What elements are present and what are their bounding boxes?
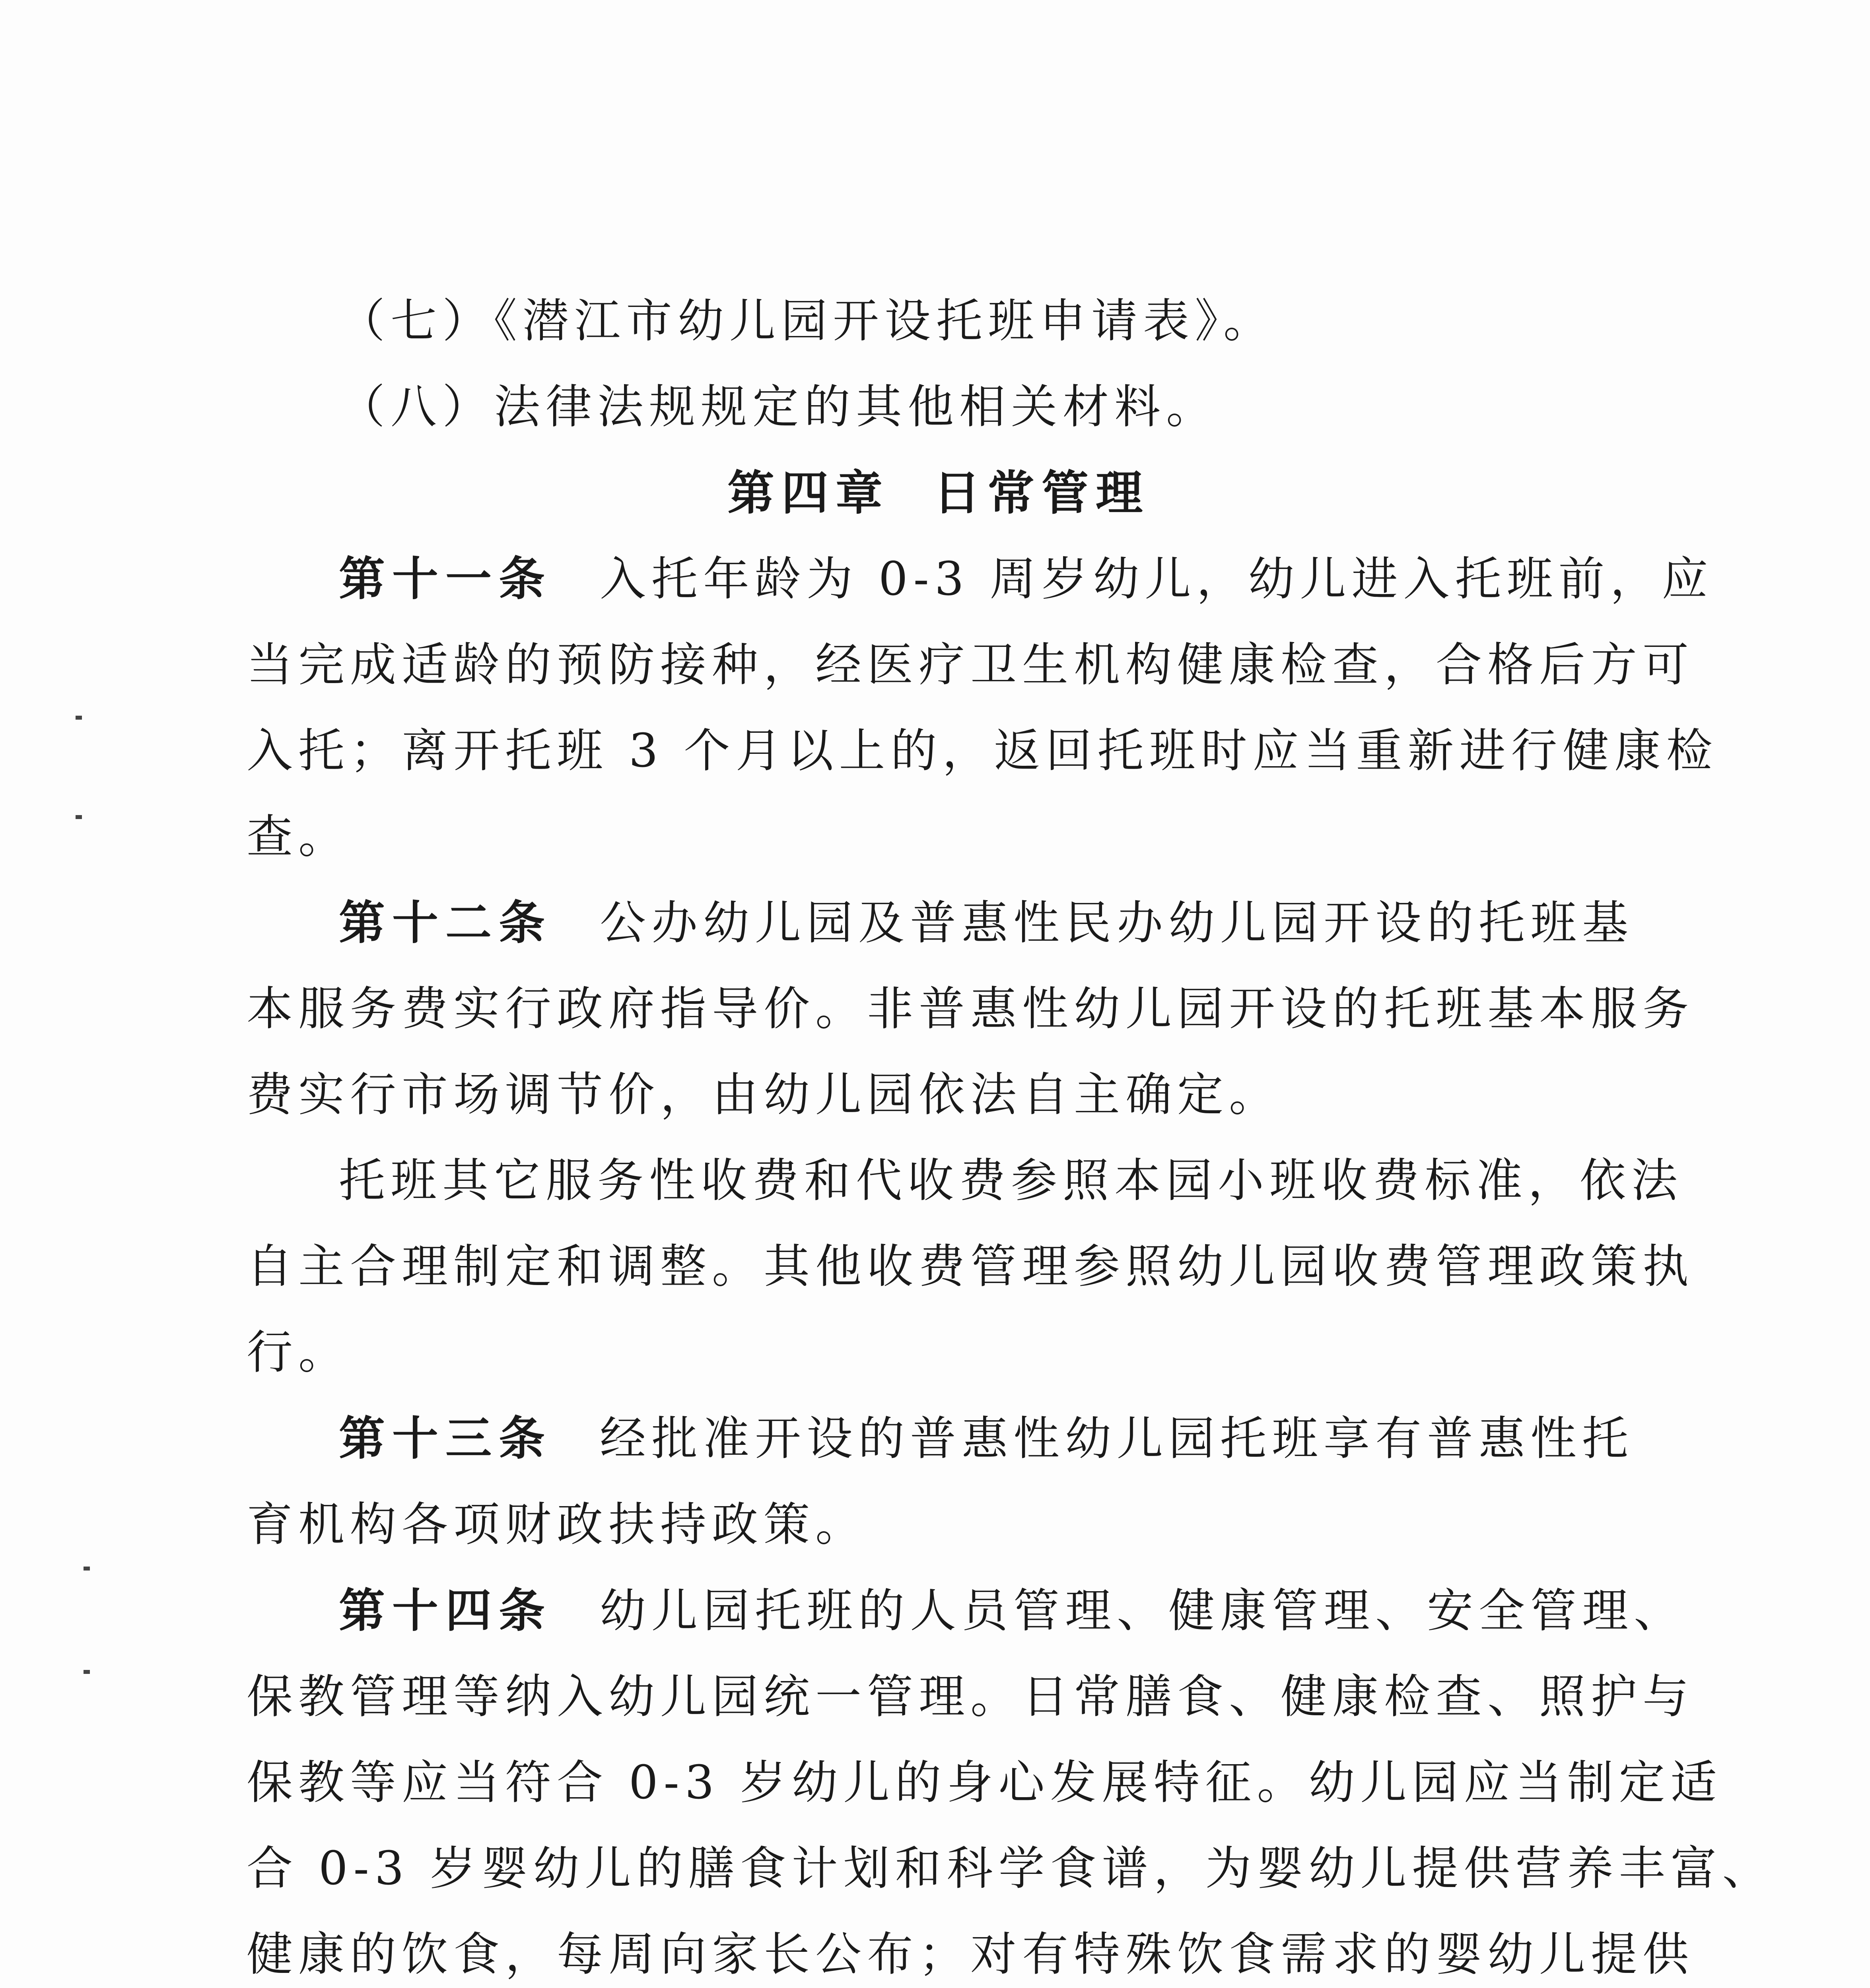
article-text-line: 健康的饮食，每周向家长公布；对有特殊饮食需求的婴幼儿提供	[247, 1928, 1694, 1981]
article-text-line: 合 0-3 岁婴幼儿的膳食计划和科学食谱，为婴幼儿提供营养丰富、	[247, 1842, 1774, 1895]
article-text: 公办幼儿园及普惠性民办幼儿园开设的托班基	[600, 896, 1634, 950]
article-12	[247, 880, 1634, 966]
article-text-line: 查。	[247, 810, 350, 864]
article-text-line: 保教等应当符合 0-3 岁幼儿的身心发展特征。幼儿园应当制定适	[247, 1756, 1722, 1809]
article-text-line: 行。	[247, 1326, 350, 1379]
binding-mark	[84, 1670, 90, 1674]
chapter-title: 日常管理	[933, 465, 1150, 520]
article-text-line: 费实行市场调节价，由幼儿园依法自主确定。	[247, 1068, 1281, 1122]
document-body	[247, 278, 1774, 1988]
article-text: 经批准开设的普惠性幼儿园托班享有普惠性托	[600, 1412, 1634, 1466]
binding-mark	[76, 716, 82, 720]
article-label: 第十一条	[339, 552, 552, 606]
article-11	[247, 536, 1714, 622]
article-14	[247, 1568, 1685, 1654]
article-text-line: 保教管理等纳入幼儿园统一管理。日常膳食、健康检查、照护与	[247, 1670, 1694, 1724]
article-text: 入托年龄为 0-3 周岁幼儿，幼儿进入托班前，应	[600, 552, 1714, 606]
chapter-number: 第四章	[727, 465, 890, 520]
article-13	[247, 1396, 1634, 1482]
article-label: 第十四条	[339, 1584, 552, 1638]
article-text: 幼儿园托班的人员管理、健康管理、安全管理、	[600, 1584, 1685, 1638]
list-item: （七）《潜江市幼儿园开设托班申请表》。	[339, 294, 1275, 348]
article-label: 第十三条	[339, 1411, 552, 1466]
article-text-line: 本服务费实行政府指导价。非普惠性幼儿园开设的托班基本服务	[247, 982, 1694, 1036]
article-text-line: 自主合理制定和调整。其他收费管理参照幼儿园收费管理政策执	[247, 1240, 1694, 1293]
list-item: （八）法律法规规定的其他相关材料。	[339, 380, 1218, 434]
binding-mark	[76, 815, 82, 819]
article-text-line: 托班其它服务性收费和代收费参照本园小班收费标准，依法	[339, 1154, 1683, 1208]
article-text-line: 育机构各项财政扶持政策。	[247, 1498, 867, 1551]
article-text-line: 入托；离开托班 3 个月以上的，返回托班时应当重新进行健康检	[247, 724, 1718, 778]
article-text-line: 当完成适龄的预防接种，经医疗卫生机构健康检查，合格后方可	[247, 638, 1694, 692]
chapter-heading	[247, 450, 1631, 536]
binding-mark	[84, 1567, 90, 1571]
article-label: 第十二条	[339, 896, 552, 950]
